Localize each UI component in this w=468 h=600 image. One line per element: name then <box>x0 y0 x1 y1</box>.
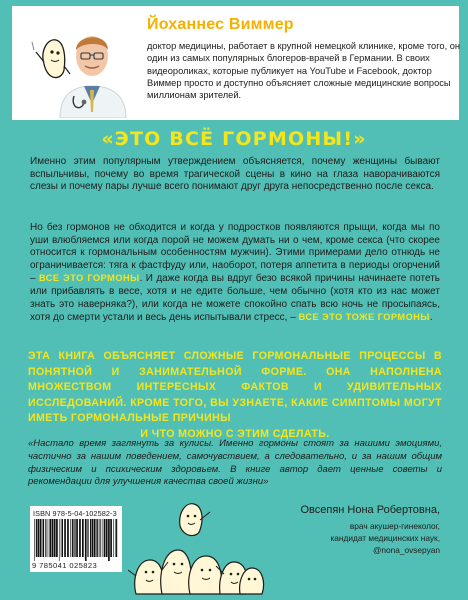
summary-text: ЭТА КНИГА ОБЪЯСНЯЕТ СЛОЖНЫЕ ГОРМОНАЛЬНЫЕ ПРОЦЕССЫ В ПОНЯТНОЙ И ЗАНИМАТЕЛЬНОЙ ФОРМЕ. ОНА НАПОЛНЕНА МНОЖЕСТВОМ ИНТЕРЕСНЫХ ФАКТОВ И УДИВИТЕЛЬНЫХ ИССЛЕДОВАНИЙ. КРОМЕ ТОГО, ВЫ УЗНАЕТЕ, КАКИЕ СИМПТОМЫ МОГУТ ИМЕТЬ ГОРМОНАЛЬНЫЕ ПРИЧИНЫ <box>28 350 442 425</box>
barcode-bar <box>36 519 37 557</box>
testimonial-role: врач акушер-гинеколог, <box>349 521 440 531</box>
barcode-bar <box>64 519 66 557</box>
barcode-bar <box>67 519 69 557</box>
barcode-bar <box>94 519 96 557</box>
barcode-bar <box>110 519 112 557</box>
barcode-bar <box>52 519 54 557</box>
barcode-bar <box>88 519 89 557</box>
testimonial-quote: «Настало время заглянуть за кулисы. Именно гормоны стоят за нашими эмоциями, частично за нашим поведением, самочувствием, а следовательно, и за нашим общим физическим и психическим здоровьем. В книге автор дает ценные советы и рекомендации для улучшения качества своей жизни» <box>28 438 442 488</box>
barcode-bar <box>115 519 116 557</box>
testimonial-degree: кандидат медицинских наук, <box>330 533 440 543</box>
barcode-bar <box>113 519 114 557</box>
intro-paragraph-1: Именно этим популярным утверждением объясняется, почему женщины бывают вспыльчивы, почему во время трагической сцены в кино на глаза наворачиваются слезы и почему пары лучше всего понимают друг друга непосредственно после секса. <box>30 156 440 193</box>
barcode-bar <box>48 519 49 557</box>
barcode-bar <box>79 519 81 557</box>
intro-paragraph-2-text: Но без гормонов не обходится и когда у подростков появляются прыщи, когда мы по уши влюбляемся или когда порой не можем думать ни о чем, кроме секса (что скорее относится к гормональным особенностям мужчин). Этими примерами дело отнюдь не ограничивается: тяга к фастфуду или, наоборот, потеря аппетита в периоды огорчений – <box>30 222 440 285</box>
summary-last-line: И ЧТО МОЖНО С ЭТИМ СДЕЛАТЬ. <box>140 427 330 440</box>
intro-paragraph-2-end: . <box>429 312 433 324</box>
author-info-box <box>12 6 459 120</box>
barcode-bar <box>37 519 39 557</box>
barcode-bar <box>43 519 44 557</box>
barcode-bar <box>85 519 87 561</box>
barcode-bar <box>106 519 108 557</box>
barcode-bar <box>54 519 56 557</box>
barcode-bar <box>76 519 78 557</box>
barcode-bar <box>62 519 63 557</box>
barcode-bar <box>108 519 110 561</box>
barcode-bar <box>40 519 42 557</box>
barcode-bar <box>75 519 76 557</box>
barcode-bar <box>45 519 46 557</box>
highlight-hormones-too: ВСЕ ЭТО ТОЖЕ ГОРМОНЫ <box>298 312 430 323</box>
book-summary <box>28 349 442 443</box>
barcode-digits: 9 785041 025823 <box>32 561 98 570</box>
barcode-bar <box>96 519 97 557</box>
barcode-bars <box>34 519 118 561</box>
barcode-bar <box>59 519 60 561</box>
barcode-bar <box>92 519 94 557</box>
barcode-bar <box>97 519 98 557</box>
barcode-bar <box>102 519 103 557</box>
intro-paragraph-2-text-cont: . И даже когда вы вдруг безо всякой причины начинаете потеть или прибавлять в весе, хотя и не едите больше, чем обычно (хотя кто из нас может знать это наверняка?), или когда не можете спокойно спать всю ночь не просыпаясь, хотя до смерти устали и весь день испытывали стресс, – <box>30 273 441 324</box>
intro-paragraph-2 <box>30 222 440 325</box>
testimonial-handle: @nona_ovsepyan <box>372 545 440 555</box>
barcode-bar <box>56 519 58 557</box>
hormone-mascot-icon <box>32 40 70 78</box>
barcode-bar <box>61 519 62 557</box>
isbn-text: ISBN 978-5-04-102582-3 <box>33 509 117 518</box>
barcode-bar <box>116 519 117 557</box>
testimonial-author: Овсепян Нона Робертовна, <box>300 504 440 516</box>
barcode-bar <box>87 519 88 557</box>
barcode-bar <box>73 519 74 557</box>
barcode-bar <box>90 519 91 557</box>
barcode-bar <box>42 519 43 557</box>
hormone-characters-illustration <box>128 490 268 600</box>
author-bio: доктор медицины, работает в крупной немецкой клинике, кроме того, он один из самых популярных блогеров-врачей в Германии. В своих видеороликах, которые публикует на YouTube и Facebook, доктор Виммер просто и доступно объясняет сложные медицинские вопросы миллионам зрителей. <box>147 41 461 101</box>
barcode-bar <box>49 519 51 557</box>
barcode-bar <box>70 519 71 557</box>
barcode-bar <box>82 519 84 557</box>
barcode-bar <box>104 519 106 557</box>
highlight-hormones: ВСЕ ЭТО ГОРМОНЫ <box>38 273 140 284</box>
barcode-bar <box>34 519 35 561</box>
barcode-bar <box>72 519 73 557</box>
author-name: Йоханнес Виммер <box>147 16 294 33</box>
author-photo <box>30 12 128 118</box>
headline: «ЭТО ВСЁ ГОРМОНЫ!» <box>101 128 367 150</box>
barcode <box>30 506 122 572</box>
barcode-bar <box>100 519 101 557</box>
